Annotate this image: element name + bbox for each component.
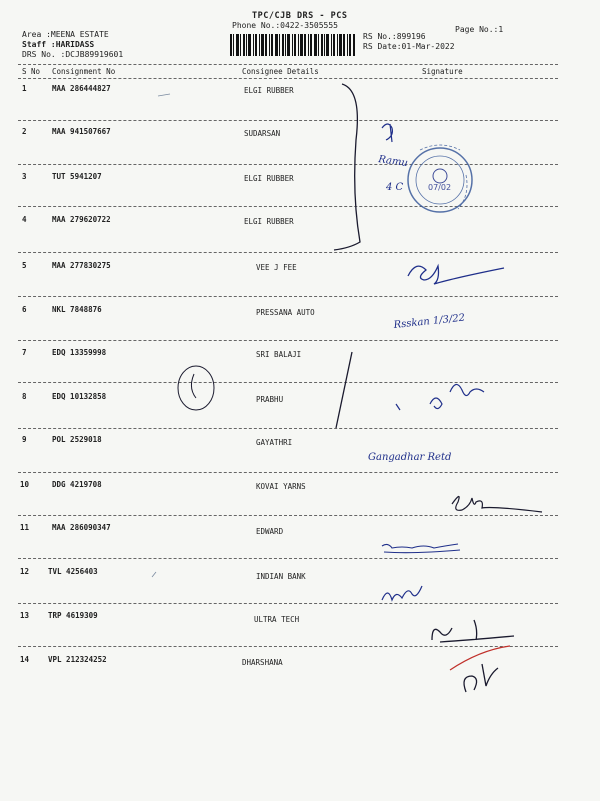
drs-number: DRS No. :DCJB89919601 xyxy=(22,50,124,59)
signature-row2 xyxy=(382,124,392,142)
row-consignee: INDIAN BANK xyxy=(256,572,306,581)
row-consignee: ULTRA TECH xyxy=(254,615,300,624)
rs-date: RS Date:01-Mar-2022 xyxy=(363,42,455,51)
row-consignee: SUDARSAN xyxy=(244,129,281,138)
row-sno: 11 xyxy=(20,523,30,532)
row-sno: 9 xyxy=(22,435,27,444)
row-consignee: PRESSANA AUTO xyxy=(256,308,315,317)
signature-row14 xyxy=(464,664,498,692)
row-consignment: MAA 279620722 xyxy=(52,215,111,224)
phone-number: Phone No.:0422-3505555 xyxy=(232,21,338,30)
row-consignee: ELGI RUBBER xyxy=(244,86,294,95)
staff-label: Staff :HARIDASS xyxy=(22,40,95,49)
rs-number: RS No.:899196 xyxy=(363,32,426,41)
row-sno: 10 xyxy=(20,480,30,489)
row-consignee: ELGI RUBBER xyxy=(244,174,294,183)
signature-row10 xyxy=(452,496,542,512)
signature-row12 xyxy=(382,586,422,600)
row-consignment: MAA 286090347 xyxy=(52,523,111,532)
row-consignment: EDQ 10132858 xyxy=(52,392,107,401)
row-consignment: POL 2529018 xyxy=(52,435,102,444)
signature-row11 xyxy=(382,544,460,553)
row-consignee: ELGI RUBBER xyxy=(244,217,294,226)
page-number: Page No.:1 xyxy=(455,25,504,34)
sheet-title: TPC/CJB DRS - PCS xyxy=(252,11,348,21)
row-consignee: VEE J FEE xyxy=(256,263,297,272)
row-consignee: KOVAI YARNS xyxy=(256,482,306,491)
circle-mark xyxy=(178,366,214,410)
row-consignment: EDQ 13359998 xyxy=(52,348,107,357)
area-label: Area :MEENA ESTATE xyxy=(22,30,109,39)
row-consignment: DDG 4219708 xyxy=(52,480,102,489)
row-consignment: MAA 286444827 xyxy=(52,84,111,93)
row-sno: 3 xyxy=(22,172,27,181)
row-consignee: SRI BALAJI xyxy=(256,350,302,359)
row-consignment: TUT 5941207 xyxy=(52,172,102,181)
tick-mark xyxy=(158,94,170,96)
column-consignment: Consignment No xyxy=(52,67,116,76)
signature-row14-red xyxy=(450,646,510,670)
row-sno: 8 xyxy=(22,392,27,401)
signature-row5 xyxy=(408,266,504,284)
row-sno: 1 xyxy=(22,84,27,93)
stamp-date: 07/02 xyxy=(428,183,452,192)
row-sno: 6 xyxy=(22,305,27,314)
tick-mark xyxy=(152,572,156,577)
row-consignment: MAA 941507667 xyxy=(52,127,111,136)
slash-mark xyxy=(336,352,352,428)
row-sno: 14 xyxy=(20,655,30,664)
row-consignment: TRP 4619309 xyxy=(48,611,98,620)
row-consignment: TVL 4256403 xyxy=(48,567,98,576)
signature-row4-text: 4 C xyxy=(386,182,404,193)
bracket-mark xyxy=(334,84,360,250)
row-sno: 5 xyxy=(22,261,27,270)
row-sno: 12 xyxy=(20,567,30,576)
column-sno: S No xyxy=(22,67,41,76)
row-consignment: MAA 277830275 xyxy=(52,261,111,270)
row-consignee: GAYATHRI xyxy=(256,438,293,447)
row-sno: 2 xyxy=(22,127,27,136)
signature-row6-text: Rsskan 1/3/22 xyxy=(393,312,466,331)
row-sno: 13 xyxy=(20,611,30,620)
signature-row2-text: Ramu xyxy=(377,154,409,170)
row-consignee: EDWARD xyxy=(256,527,284,536)
signature-row9-text: Gangadhar Retd xyxy=(368,452,452,463)
row-consignment: NKL 7848876 xyxy=(52,305,102,314)
signature-row8 xyxy=(396,384,484,410)
row-consignment: VPL 212324252 xyxy=(48,655,107,664)
row-sno: 7 xyxy=(22,348,27,357)
column-signature: Signature xyxy=(422,67,463,76)
column-consignee: Consignee Details xyxy=(242,67,319,76)
row-consignee: DHARSHANA xyxy=(242,658,283,667)
row-consignee: PRABHU xyxy=(256,395,284,404)
signature-row13 xyxy=(432,620,514,642)
company-stamp xyxy=(408,145,472,212)
row-sno: 4 xyxy=(22,215,27,224)
